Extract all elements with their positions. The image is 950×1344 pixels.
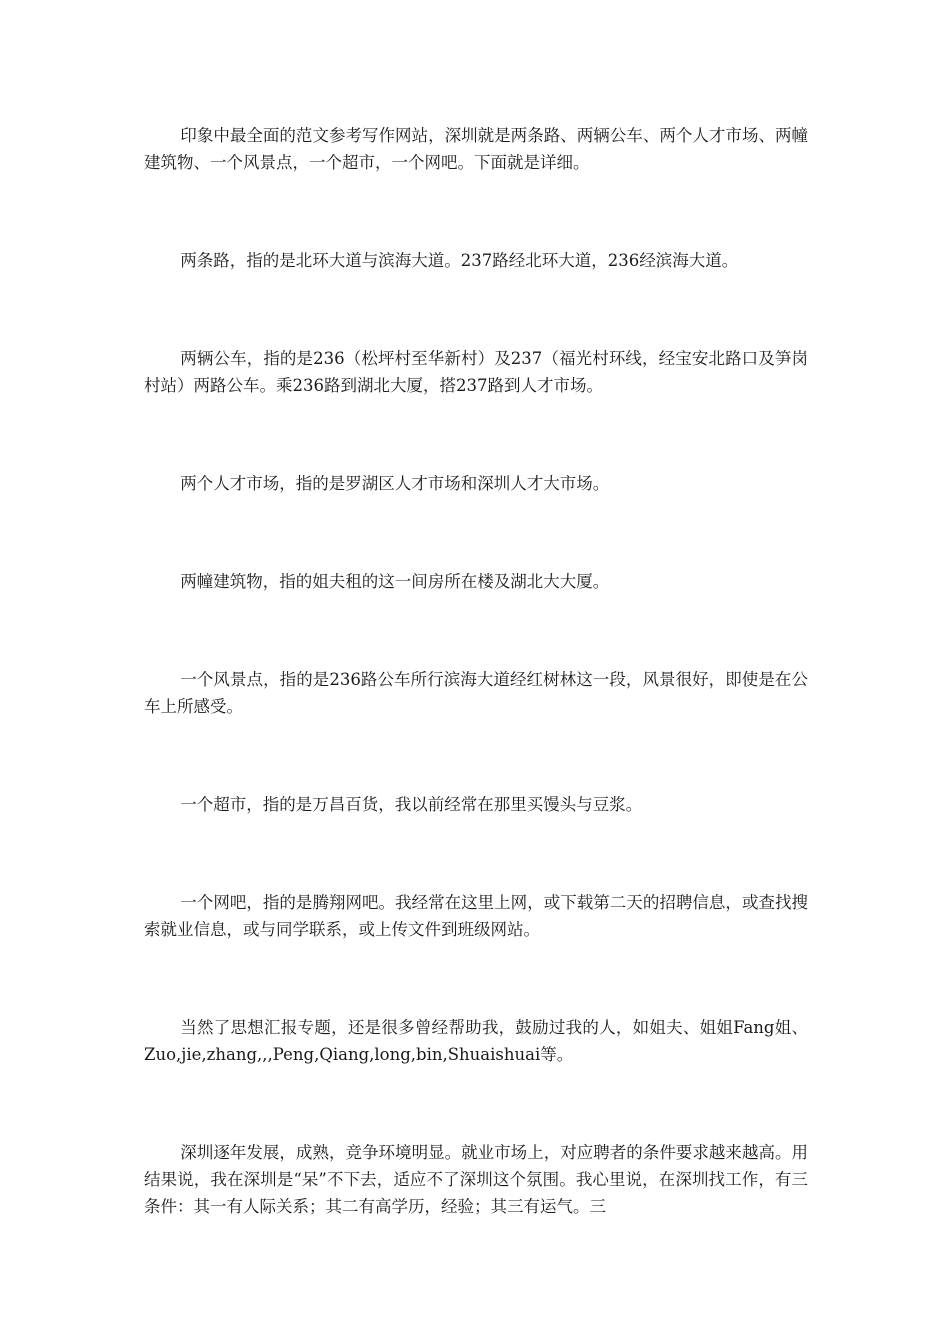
paragraph-gap [144,274,808,345]
paragraph-gap [144,943,808,1014]
paragraph-two-buses: 两辆公车，指的是236（松坪村至华新村）及237（福光村环线，经宝安北路口及笋岗村站）两路公车。乘236路到湖北大厦，搭237路到人才市场。 [144,349,808,395]
paragraph-gap [144,595,808,666]
paragraph-internet-cafe: 一个网吧，指的是腾翔网吧。我经常在这里上网，或下载第二天的招聘信息，或查找搜索就业信息，或与同学联系，或上传文件到班级网站。 [144,893,808,939]
paragraph-supermarket: 一个超市，指的是万昌百货，我以前经常在那里买馒头与豆浆。 [180,795,643,814]
paragraph-intro: 印象中最全面的范文参考写作网站，深圳就是两条路、两辆公车、两个人才市场、两幢建筑物、一个风景点，一个超市，一个网吧。下面就是详细。 [144,126,808,172]
paragraph-gap [144,399,808,470]
paragraph-thanks: 当然了思想汇报专题，还是很多曾经帮助我，鼓励过我的人，如姐夫、姐姐Fang姐、Zuo,jie,zhang,,,Peng,Qiang,long,bin,Shuaishuai等。 [144,1018,808,1064]
paragraph-buildings: 两幢建筑物，指的姐夫租的这一间房所在楼及湖北大大厦。 [180,572,610,591]
paragraph-two-roads: 两条路，指的是北环大道与滨海大道。237路经北环大道，236经滨海大道。 [180,251,739,270]
paragraph-gap [144,176,808,247]
paragraph-gap [144,497,808,568]
paragraph-shenzhen-development: 深圳逐年发展，成熟，竞争环境明显。就业市场上，对应聘者的条件要求越来越高。用结果说，我在深圳是“呆”不下去，适应不了深圳这个氛围。我心里说，在深圳找工作，有三条件：其一有人际关系；其二有高学历，经验；其三有运气。三 [144,1143,808,1216]
paragraph-gap [144,1068,808,1139]
paragraph-scenic-spot: 一个风景点，指的是236路公车所行滨海大道经红树林这一段，风景很好，即使是在公车上所感受。 [144,670,808,716]
paragraph-talent-markets: 两个人才市场，指的是罗湖区人才市场和深圳人才大市场。 [180,474,610,493]
paragraph-gap [144,818,808,889]
paragraph-gap [144,720,808,791]
document-body [144,122,808,1220]
